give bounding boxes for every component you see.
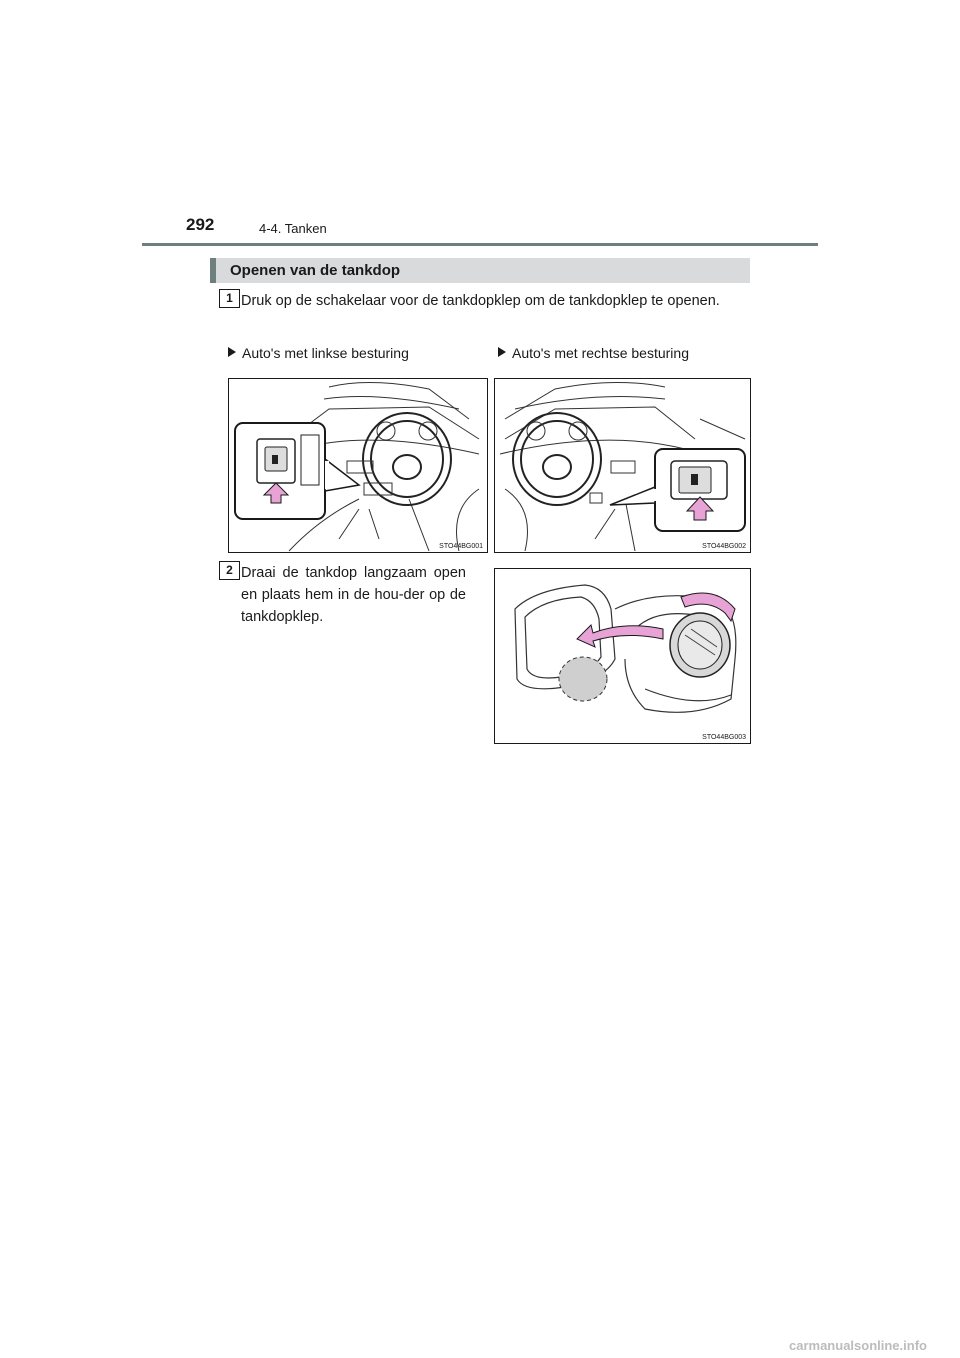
- section-heading-bar: [210, 258, 750, 283]
- step-2-marker: 2: [219, 561, 240, 580]
- dashboard-illustration-left: [229, 379, 487, 552]
- caption-left-label: Auto's met linkse besturing: [242, 345, 409, 361]
- page-number: 292: [186, 215, 215, 234]
- section-title: Openen van de tankdop: [230, 262, 401, 279]
- caption-right-drive: [498, 345, 689, 361]
- fuel-cap-illustration: [495, 569, 750, 743]
- fuel-pump-icon: [691, 474, 698, 485]
- step-1-marker: 1: [219, 289, 240, 308]
- dashboard-illustration-right: [495, 379, 750, 552]
- chapter-title: 4-4. Tanken: [259, 221, 327, 236]
- step-2-text: Draai de tankdop langzaam open en plaats hem in de hou-der op de tankdopklep.: [241, 565, 466, 625]
- header-divider: [142, 243, 818, 246]
- watermark: carmanualsonline.info: [789, 1338, 927, 1353]
- caption-right-label: Auto's met rechtse besturing: [512, 345, 689, 361]
- figure-fuel-cap: [494, 568, 751, 744]
- figure-left-drive-dashboard: [228, 378, 488, 553]
- figure-code: STO44BG002: [702, 543, 746, 550]
- caption-left-drive: [228, 345, 409, 361]
- cap-holder-position: [559, 657, 607, 701]
- step-1-text: Druk op de schakelaar voor de tankdopklep om de tankdopklep te openen.: [241, 293, 720, 309]
- bullet-triangle-icon: [498, 347, 506, 357]
- move-arrow-icon: [577, 625, 663, 647]
- figure-code: STO44BG001: [439, 543, 483, 550]
- section-accent: [210, 258, 216, 283]
- figure-right-drive-dashboard: [494, 378, 751, 553]
- fuel-pump-icon: [272, 455, 278, 464]
- bullet-triangle-icon: [228, 347, 236, 357]
- figure-code: STO44BG003: [702, 734, 746, 741]
